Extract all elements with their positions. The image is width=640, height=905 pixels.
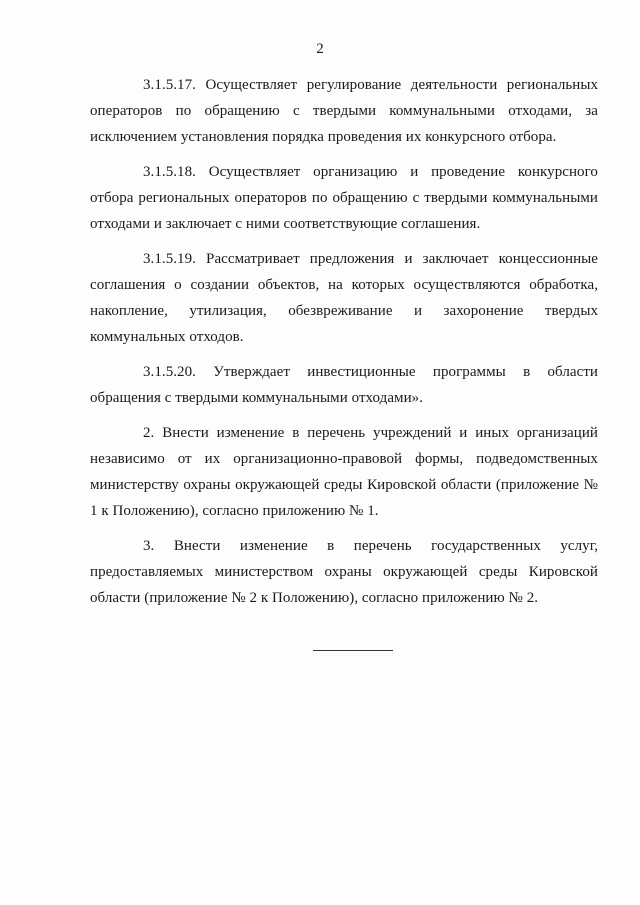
paragraph-3-1-5-20: 3.1.5.20. Утверждает инвестиционные программы в области обращения с твердыми коммунальными отходами». <box>90 364 598 406</box>
paragraph-3-1-5-18: 3.1.5.18. Осуществляет организацию и проведение конкурсного отбора региональных операторов по обращению с твердыми коммунальными отходами и заключает с ними соответствующие соглашения. <box>90 164 598 232</box>
document-body <box>90 72 598 620</box>
paragraph-3-1-5-19: 3.1.5.19. Рассматривает предложения и заключает концессионные соглашения о создании объектов, на которых осуществляются обработка, накопление, утилизация, обезвреживание и захоронение твердых коммунальных отходов. <box>90 251 598 345</box>
paragraph-item-2: 2. Внести изменение в перечень учреждений и иных организаций независимо от их организационно-правовой формы, подведомственных министерству охраны окружающей среды Кировской области (приложение № 1 к Положению), согласно приложению № 1. <box>90 425 598 519</box>
end-of-document-rule <box>313 650 393 651</box>
page-number: 2 <box>316 41 324 57</box>
paragraph-item-3: 3. Внести изменение в перечень государственных услуг, предоставляемых министерством охраны окружающей среды Кировской области (приложение № 2 к Положению), согласно приложению № 2. <box>90 538 598 606</box>
paragraph-3-1-5-17: 3.1.5.17. Осуществляет регулирование деятельности региональных операторов по обращению с твердыми коммунальными отходами, за исключением установления порядка проведения их конкурсного отбора. <box>90 77 598 145</box>
